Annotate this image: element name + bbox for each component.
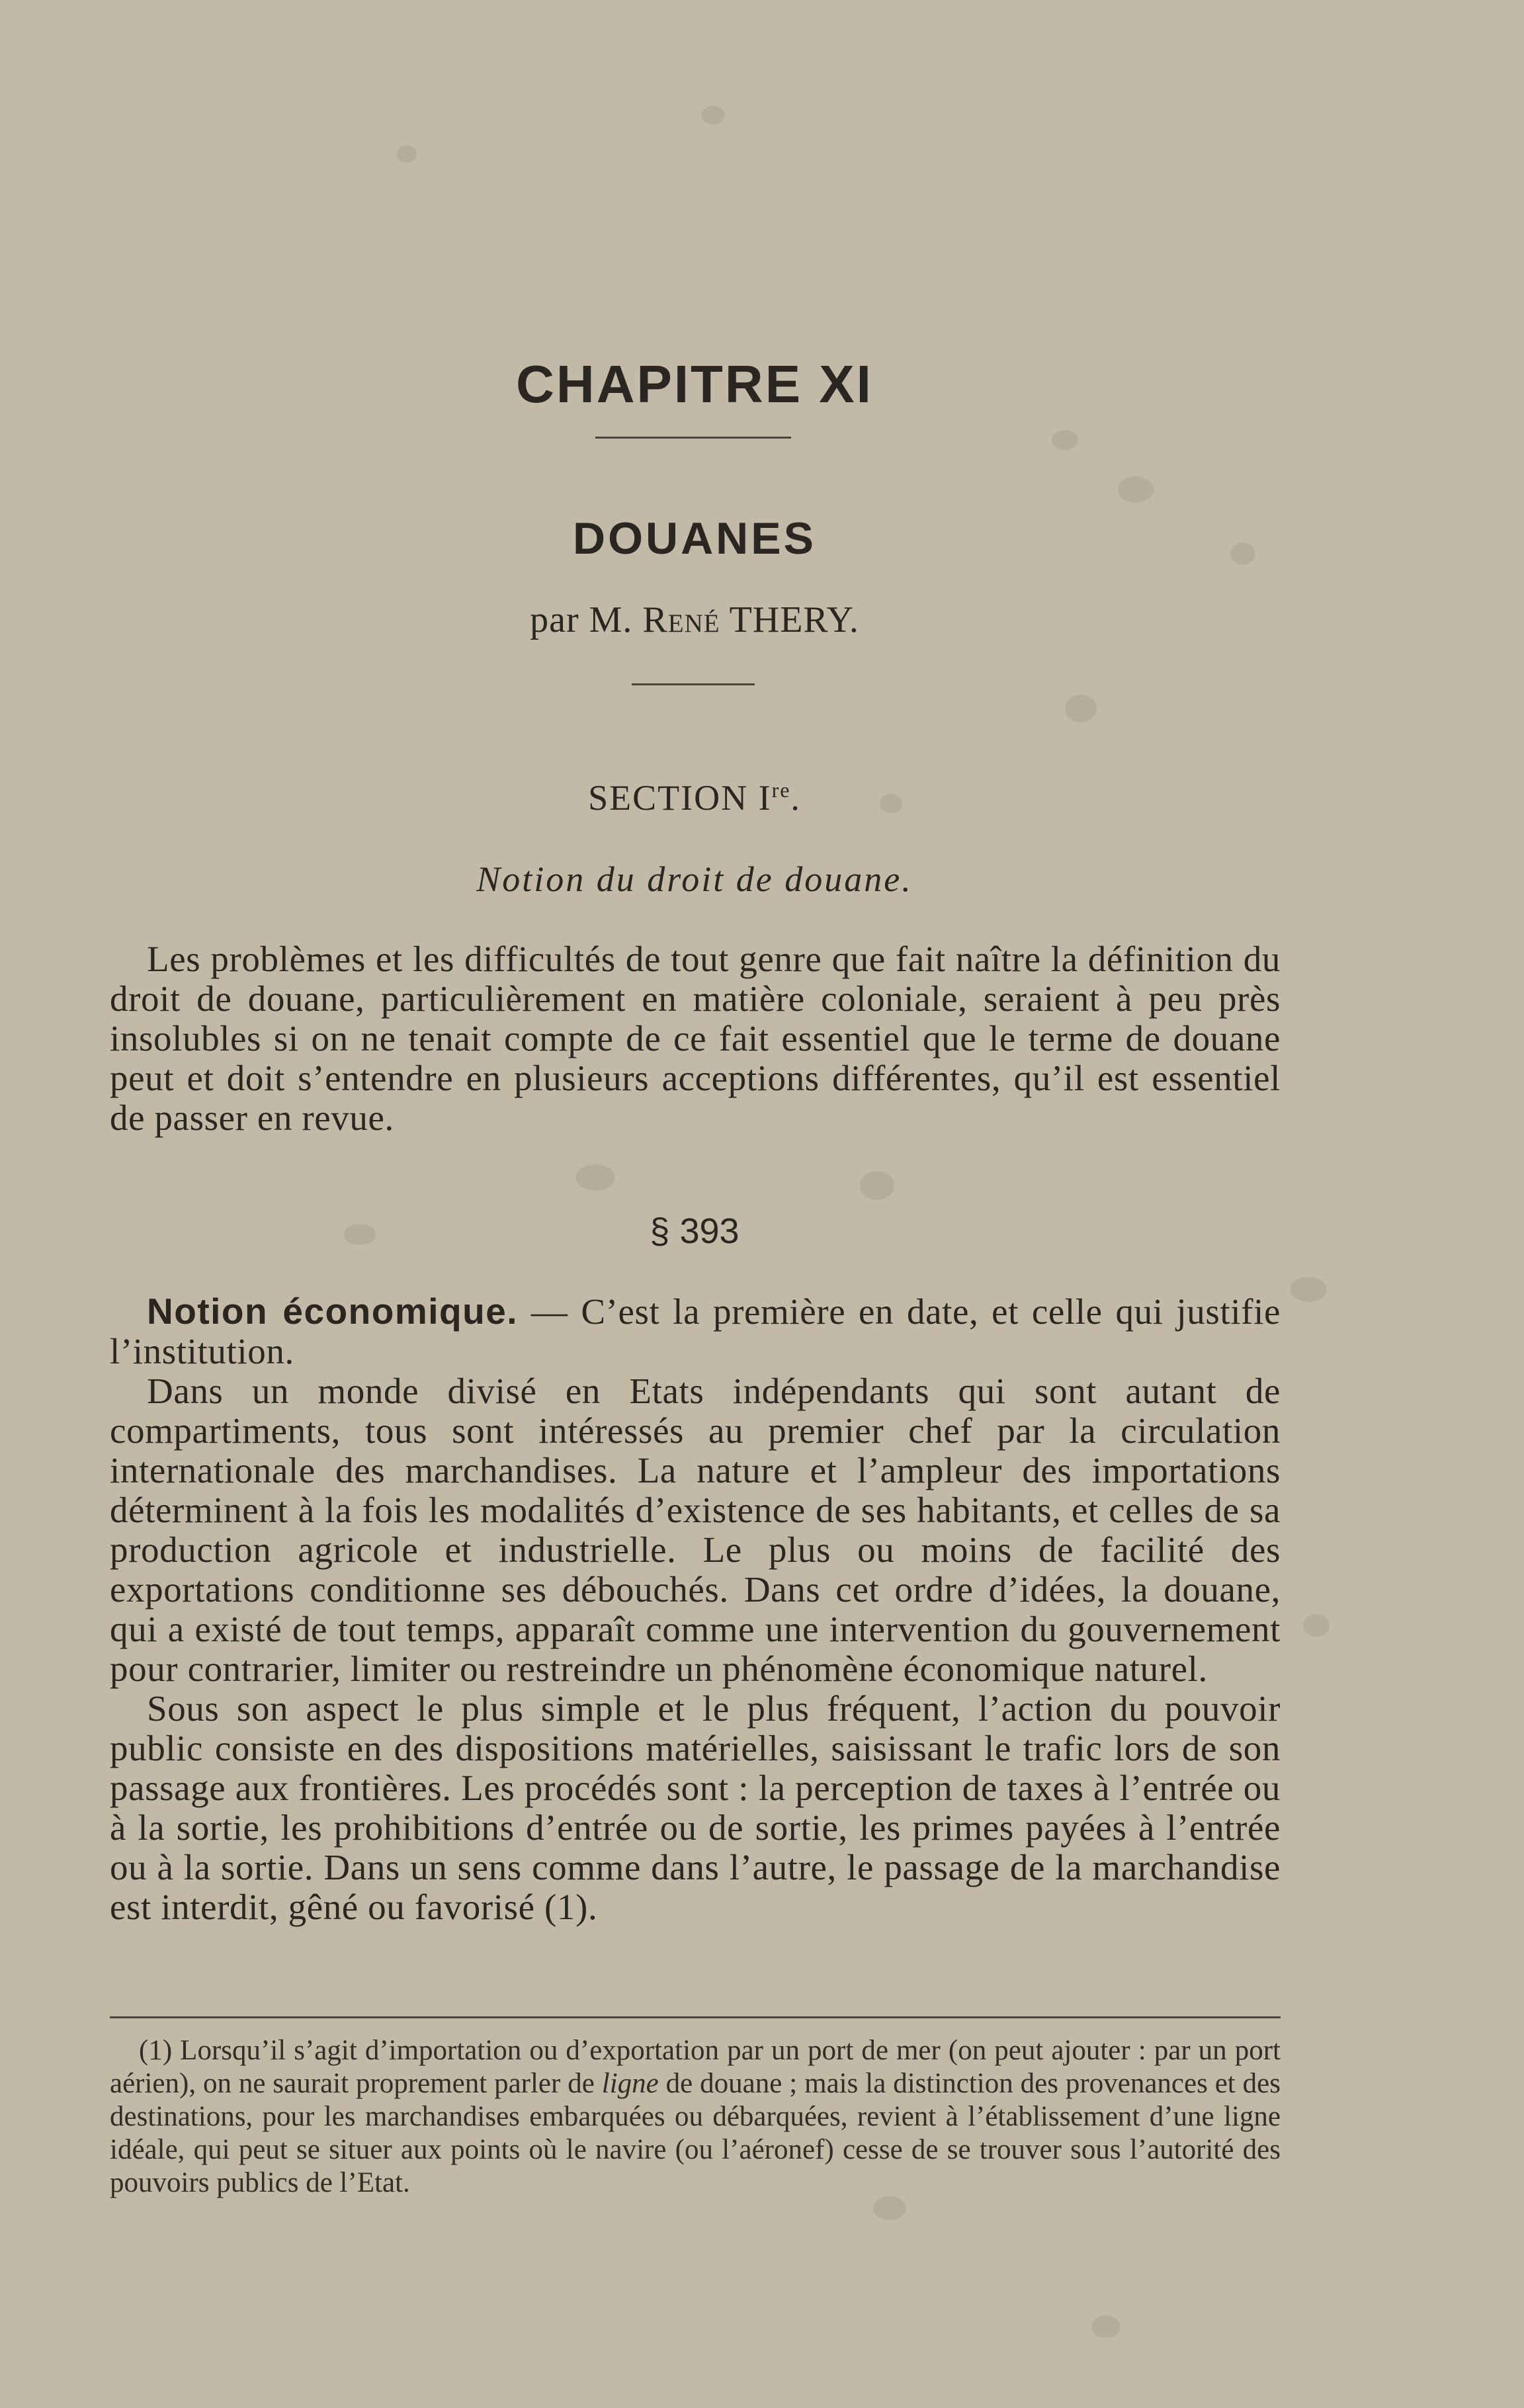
body-heading: Notion économique.: [147, 1291, 519, 1332]
section-heading: [0, 777, 1389, 818]
paper-spot: [1290, 1277, 1327, 1302]
section-label: SECTION I: [588, 778, 772, 818]
paper-spot: [860, 1171, 894, 1200]
footnote-rule: [110, 2016, 1281, 2018]
author-rule: [632, 683, 755, 685]
paper-spot: [1065, 695, 1097, 722]
chapter-heading: CHAPITRE XI: [516, 355, 873, 413]
paper-spot: [1091, 2315, 1121, 2338]
footnote-part-2: de douane ; mais la distinction des provenances et des destinations, pour les marchandises embarquées ou débarquées, revient à l’établissement d’une ligne idéale, qui peut se situer aux points où le navire (ou l’aéronef) cesse de se trouver sous l’autorité des pouvoirs publics de l’Etat.: [110, 2068, 1281, 2198]
intro-paragraph: Les problèmes et les difficultés de tout genre que fait naître la définition du droit de douane, particulièrement en matière coloniale, seraient à peu près insolubles si on ne tenait compte de ce fait essentiel que le terme de douane peut et doit s’entendre en plusieurs acceptions différentes, qu’il est essentiel de passer en revue.: [110, 939, 1281, 1138]
paper-spot: [1052, 430, 1078, 450]
chapter-title: DOUANES: [572, 513, 817, 564]
chapter-rule: [595, 437, 791, 439]
section-suffix: .: [790, 778, 801, 818]
footnote: [110, 2034, 1281, 2200]
section-subtitle: Notion du droit de douane.: [476, 859, 913, 899]
author-prefix: par M.: [530, 599, 633, 640]
paper-spot: [1303, 1614, 1330, 1637]
author-line: [0, 599, 1389, 641]
paper-spot: [1118, 476, 1154, 503]
footnote-emphasis: ligne: [601, 2068, 659, 2099]
footnote-part-1: (1) Lorsqu’il s’agit d’importation ou d’exportation par un port de mer (on peut ajouter : par un port aérien), on ne saurait proprement parler de: [110, 2035, 1281, 2099]
body-paragraph-3: Sous son aspect le plus simple et le plus fréquent, l’action du pouvoir public consiste en des dispositions matérielles, saisissant le trafic lors de son passage aux frontières. Les procédés sont : la perception de taxes à l’entrée ou à la sortie, les prohibitions d’entrée ou de sortie, les primes payées à l’entrée ou à la sortie. Dans un sens comme dans l’autre, le passage de la marchandise est interdit, gêné ou favorisé (1).: [110, 1688, 1281, 1927]
intro-block: [110, 939, 1281, 1138]
paper-spot: [701, 106, 725, 124]
body-paragraph-1: [110, 1291, 1281, 1371]
author-name: René: [642, 599, 720, 640]
paper-spot: [575, 1164, 615, 1191]
paper-spot: [397, 146, 417, 163]
section-ordinal: re: [771, 778, 791, 802]
body-paragraph-2: Dans un monde divisé en Etats indépendants qui sont autant de compartiments, tous sont intéressés au premier chef par la circulation internationale des marchandises. La nature et l’ampleur des importations déterminent à la fois les modalités d’existence de ses habitants, et celles de sa production agricole et industrielle. Le plus ou moins de facilité des exportations conditionne ses débouchés. Dans cet ordre d’idées, la douane, qui a existé de tout temps, apparaît comme une intervention du gouvernement pour contrarier, limiter ou restreindre un phénomène économique naturel.: [110, 1371, 1281, 1689]
paper-spot: [873, 2196, 906, 2220]
body-block: [110, 1291, 1281, 1927]
paragraph-number: § 393: [650, 1211, 740, 1251]
author-surname: THERY.: [729, 599, 859, 640]
body-heading-rest: — C’est la première en date, et celle qui justifie l’institution.: [110, 1291, 1281, 1371]
